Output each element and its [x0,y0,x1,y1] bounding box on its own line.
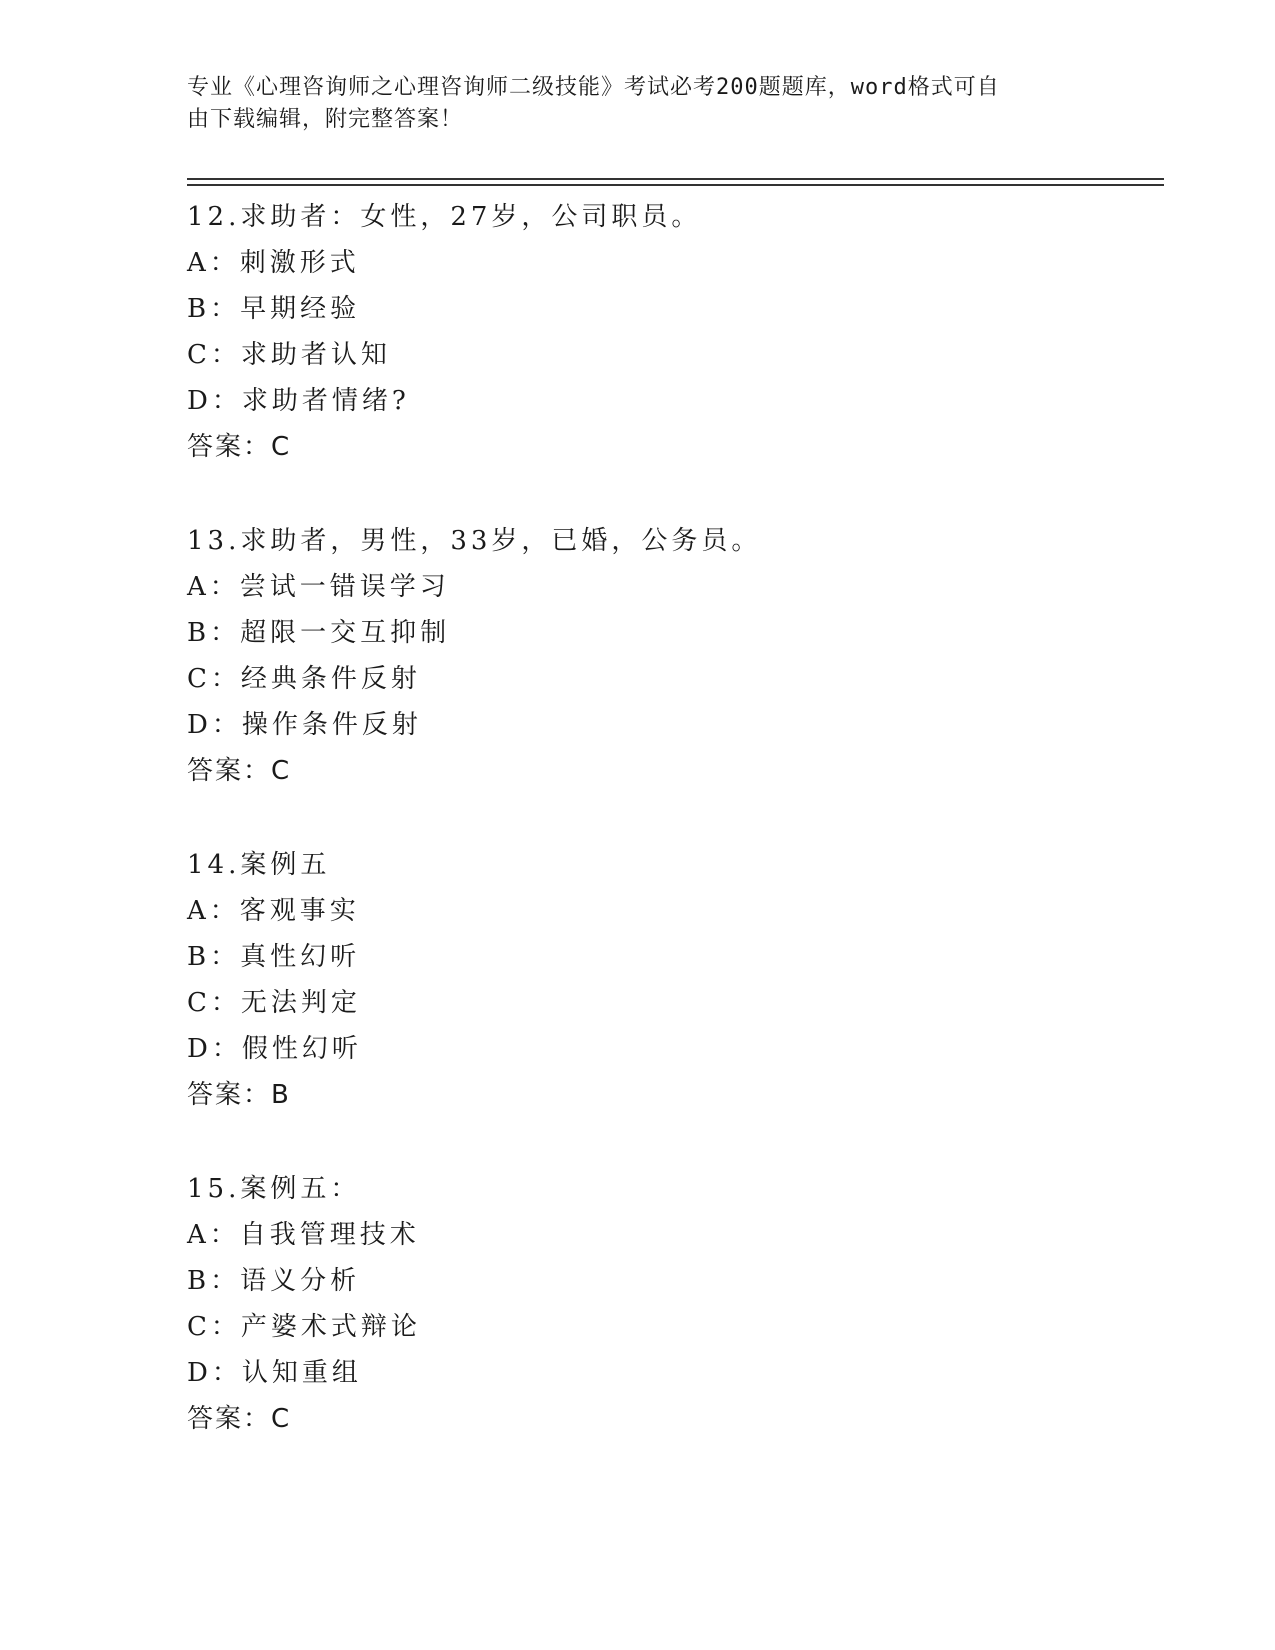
header-divider-bottom [187,184,1164,186]
question-12 [187,194,1137,470]
option-b: B：超限一交互抑制 [187,618,451,648]
option-c: C：经典条件反射 [187,664,421,694]
option-a: A：刺激形式 [187,248,360,278]
question-stem: 13.求助者，男性，33岁，已婚，公务员。 [187,526,762,556]
option-d: D：求助者情绪? [187,386,410,416]
spacer [187,794,1137,842]
answer-line: 答案：C [187,1404,292,1434]
option-a: A：自我管理技术 [187,1220,420,1250]
answer-line: 答案：B [187,1080,291,1110]
option-a: A：客观事实 [187,896,360,926]
question-13 [187,518,1137,794]
option-c: C：产婆术式辩论 [187,1312,421,1342]
document-header [187,72,1067,136]
spacer [187,1118,1137,1166]
option-b: B：语义分析 [187,1266,361,1296]
option-c: C：求助者认知 [187,340,391,370]
question-stem: 15.案例五： [187,1174,361,1204]
option-d: D：假性幻听 [187,1034,362,1064]
spacer [187,470,1137,518]
question-14 [187,842,1137,1118]
option-b: B：早期经验 [187,294,361,324]
question-stem: 14.案例五 [187,850,331,880]
header-line-2: 由下载编辑，附完整答案！ [187,107,464,132]
option-d: D：操作条件反射 [187,710,422,740]
option-d: D：认知重组 [187,1358,362,1388]
header-divider-top [187,178,1164,180]
question-stem: 12.求助者：女性，27岁，公司职员。 [187,202,702,232]
answer-line: 答案：C [187,432,292,462]
answer-line: 答案：C [187,756,292,786]
header-line-1: 专业《心理咨询师之心理咨询师二级技能》考试必考200题题库，word格式可自 [187,75,1000,100]
option-b: B：真性幻听 [187,942,361,972]
option-a: A：尝试一错误学习 [187,572,450,602]
question-list [187,194,1137,1442]
question-15 [187,1166,1137,1442]
option-c: C：无法判定 [187,988,361,1018]
